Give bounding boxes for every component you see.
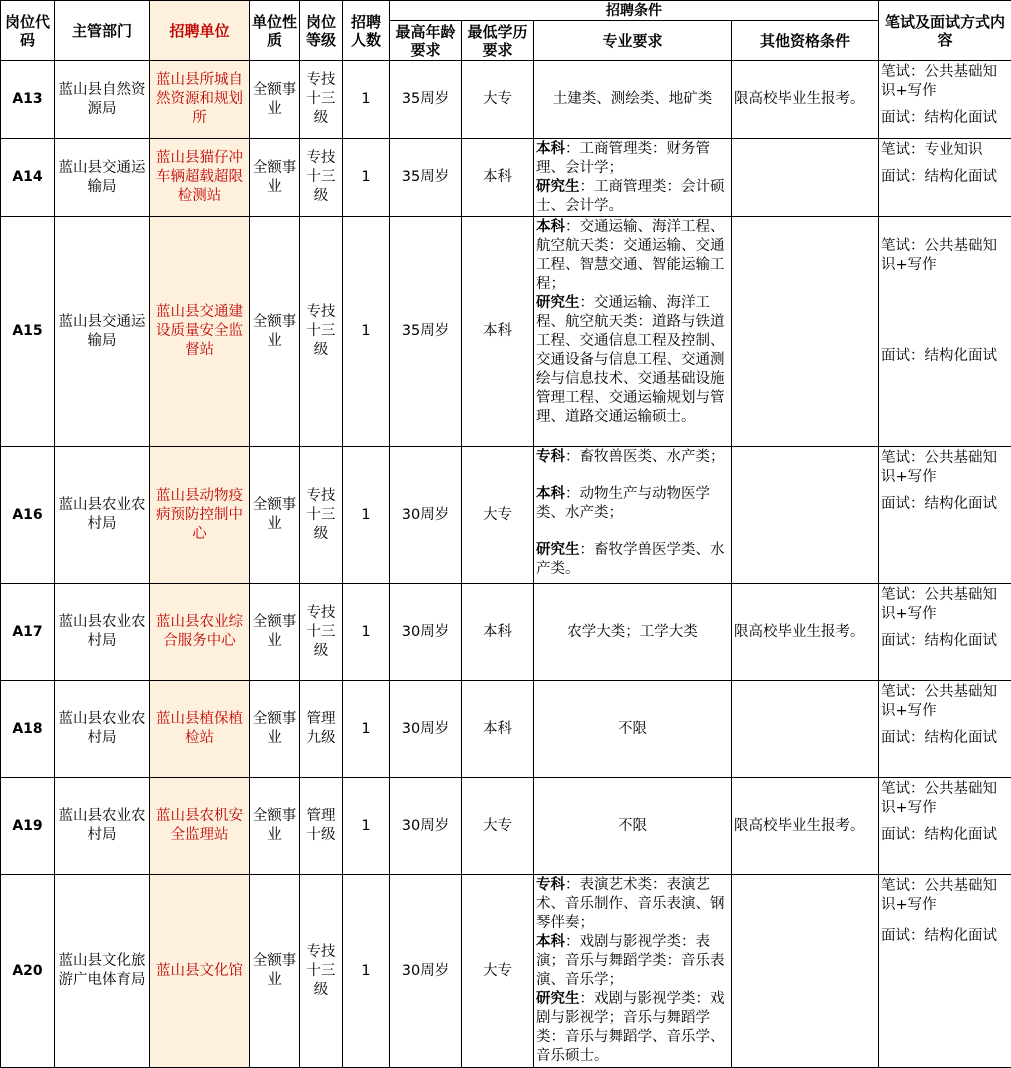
header-nature: 单位性质 bbox=[250, 1, 300, 61]
edu-cell: 大专 bbox=[462, 61, 534, 139]
exam-cell bbox=[879, 875, 1011, 1068]
edu-cell: 大专 bbox=[462, 778, 534, 875]
major-cell bbox=[534, 447, 732, 584]
major-text: ：戏剧与影视学类：戏剧与影视学；音乐与舞蹈学类：音乐与舞蹈学、音乐学、音乐硕士。 bbox=[536, 991, 725, 1064]
major-part bbox=[536, 140, 729, 178]
major-cell: 不限 bbox=[534, 681, 732, 778]
written-exam: 笔试：公共基础知识+写作 bbox=[881, 587, 997, 622]
age-cell: 30周岁 bbox=[390, 584, 462, 681]
written-exam: 笔试：公共基础知识+写作 bbox=[881, 238, 997, 273]
dept-cell: 蓝山县农业农村局 bbox=[55, 447, 150, 584]
major-part bbox=[536, 933, 729, 990]
major-part bbox=[536, 448, 729, 467]
count-cell: 1 bbox=[343, 584, 390, 681]
header-age: 最高年龄要求 bbox=[390, 21, 462, 61]
dept-cell: 蓝山县农业农村局 bbox=[55, 584, 150, 681]
major-text: ：工商管理类：财务管理、会计学； bbox=[536, 141, 710, 176]
count-cell: 1 bbox=[343, 217, 390, 447]
major-cell: 不限 bbox=[534, 778, 732, 875]
post-code: A16 bbox=[1, 447, 55, 584]
unit-cell: 蓝山县猫仔冲车辆超载超限检测站 bbox=[150, 139, 250, 217]
edu-cell: 本科 bbox=[462, 217, 534, 447]
major-cell bbox=[534, 875, 732, 1068]
other-cell: 限高校毕业生报考。 bbox=[732, 61, 879, 139]
dept-cell: 蓝山县自然资源局 bbox=[55, 61, 150, 139]
interview: 面试：结构化面试 bbox=[881, 496, 997, 512]
header-code: 岗位代码 bbox=[1, 1, 55, 61]
major-level-label: 研究生 bbox=[536, 991, 580, 1007]
other-cell bbox=[732, 681, 879, 778]
major-level-label: 本科 bbox=[536, 141, 565, 157]
header-exam: 笔试及面试方式内容 bbox=[879, 1, 1011, 61]
major-cell bbox=[534, 217, 732, 447]
major-part bbox=[536, 541, 729, 579]
nature-cell: 全额事业 bbox=[250, 217, 300, 447]
nature-cell: 全额事业 bbox=[250, 447, 300, 584]
major-text: ：动物生产与动物医学类、水产类； bbox=[536, 486, 710, 521]
major-part bbox=[536, 876, 729, 933]
written-exam: 笔试：公共基础知识+写作 bbox=[881, 878, 997, 913]
count-cell: 1 bbox=[343, 139, 390, 217]
level-cell: 专技十三级 bbox=[300, 139, 343, 217]
other-cell bbox=[732, 217, 879, 447]
post-code: A17 bbox=[1, 584, 55, 681]
edu-cell: 本科 bbox=[462, 681, 534, 778]
level-cell: 专技十三级 bbox=[300, 217, 343, 447]
major-text: ：交通运输、海洋工程、航空航天类：道路与铁道工程、交通信息工程及控制、交通设备与信息工程、交通测绘与信息技术、交通基础设施管理工程、交通运输规划与管理、道路交通运输硕士。 bbox=[536, 295, 725, 425]
header-conditions: 招聘条件 bbox=[390, 1, 879, 21]
post-code: A15 bbox=[1, 217, 55, 447]
table-row bbox=[1, 681, 1011, 778]
unit-cell: 蓝山县植保植检站 bbox=[150, 681, 250, 778]
major-cell bbox=[534, 139, 732, 217]
count-cell: 1 bbox=[343, 447, 390, 584]
major-text: ：戏剧与影视学类：表演；音乐与舞蹈学类：音乐表演、音乐学； bbox=[536, 934, 725, 988]
header-unit: 招聘单位 bbox=[150, 1, 250, 61]
table-body bbox=[1, 61, 1011, 1068]
major-level-label: 专科 bbox=[536, 877, 565, 893]
major-part bbox=[536, 178, 729, 216]
age-cell: 30周岁 bbox=[390, 447, 462, 584]
edu-cell: 大专 bbox=[462, 875, 534, 1068]
other-cell bbox=[732, 139, 879, 217]
count-cell: 1 bbox=[343, 61, 390, 139]
exam-cell bbox=[879, 681, 1011, 778]
dept-cell: 蓝山县交通运输局 bbox=[55, 217, 150, 447]
nature-cell: 全额事业 bbox=[250, 139, 300, 217]
major-cell: 农学大类；工学大类 bbox=[534, 584, 732, 681]
major-level-label: 本科 bbox=[536, 486, 565, 502]
interview: 面试：结构化面试 bbox=[881, 928, 997, 944]
table-row bbox=[1, 778, 1011, 875]
level-cell: 管理九级 bbox=[300, 681, 343, 778]
written-exam: 笔试：公共基础知识+写作 bbox=[881, 450, 997, 485]
other-cell: 限高校毕业生报考。 bbox=[732, 778, 879, 875]
interview: 面试：结构化面试 bbox=[881, 348, 997, 364]
age-cell: 35周岁 bbox=[390, 217, 462, 447]
unit-cell: 蓝山县文化馆 bbox=[150, 875, 250, 1068]
exam-cell bbox=[879, 61, 1011, 139]
major-text: ：交通运输、海洋工程、航空航天类：交通运输、交通工程、智慧交通、智能运输工程； bbox=[536, 219, 725, 292]
table-row bbox=[1, 61, 1011, 139]
unit-cell: 蓝山县农业综合服务中心 bbox=[150, 584, 250, 681]
major-text: ：畜牧学兽医学类、水产类。 bbox=[536, 542, 725, 577]
table-row bbox=[1, 139, 1011, 217]
level-cell: 专技十三级 bbox=[300, 875, 343, 1068]
count-cell: 1 bbox=[343, 681, 390, 778]
age-cell: 35周岁 bbox=[390, 61, 462, 139]
level-cell: 专技十三级 bbox=[300, 61, 343, 139]
table-row bbox=[1, 584, 1011, 681]
other-cell bbox=[732, 447, 879, 584]
age-cell: 30周岁 bbox=[390, 778, 462, 875]
interview: 面试：结构化面试 bbox=[881, 730, 997, 746]
written-exam: 笔试：专业知识 bbox=[881, 142, 983, 158]
major-part bbox=[536, 294, 729, 427]
other-cell bbox=[732, 875, 879, 1068]
edu-cell: 本科 bbox=[462, 139, 534, 217]
written-exam: 笔试：公共基础知识+写作 bbox=[881, 684, 997, 719]
table-row bbox=[1, 447, 1011, 584]
count-cell: 1 bbox=[343, 875, 390, 1068]
age-cell: 35周岁 bbox=[390, 139, 462, 217]
exam-cell bbox=[879, 778, 1011, 875]
header-major: 专业要求 bbox=[534, 21, 732, 61]
age-cell: 30周岁 bbox=[390, 681, 462, 778]
major-level-label: 研究生 bbox=[536, 179, 580, 195]
nature-cell: 全额事业 bbox=[250, 61, 300, 139]
major-level-label: 本科 bbox=[536, 219, 565, 235]
written-exam: 笔试：公共基础知识+写作 bbox=[881, 64, 997, 99]
interview: 面试：结构化面试 bbox=[881, 169, 997, 185]
age-cell: 30周岁 bbox=[390, 875, 462, 1068]
major-level-label: 专科 bbox=[536, 449, 565, 465]
major-level-label: 研究生 bbox=[536, 295, 580, 311]
post-code: A18 bbox=[1, 681, 55, 778]
major-text: ：工商管理类：会计硕士、会计学。 bbox=[536, 179, 725, 214]
unit-cell: 蓝山县交通建设质量安全监督站 bbox=[150, 217, 250, 447]
dept-cell: 蓝山县农业农村局 bbox=[55, 778, 150, 875]
level-cell: 专技十三级 bbox=[300, 584, 343, 681]
major-level-label: 研究生 bbox=[536, 542, 580, 558]
exam-cell bbox=[879, 217, 1011, 447]
post-code: A14 bbox=[1, 139, 55, 217]
unit-cell: 蓝山县所城自然资源和规划所 bbox=[150, 61, 250, 139]
header-dept: 主管部门 bbox=[55, 1, 150, 61]
major-text: ：表演艺术类：表演艺术、音乐制作、音乐表演、钢琴伴奏； bbox=[536, 877, 725, 931]
major-part bbox=[536, 485, 729, 523]
level-cell: 管理十级 bbox=[300, 778, 343, 875]
exam-cell bbox=[879, 139, 1011, 217]
unit-cell: 蓝山县动物疫病预防控制中心 bbox=[150, 447, 250, 584]
dept-cell: 蓝山县文化旅游广电体育局 bbox=[55, 875, 150, 1068]
other-cell: 限高校毕业生报考。 bbox=[732, 584, 879, 681]
table-row bbox=[1, 875, 1011, 1068]
header-count: 招聘人数 bbox=[343, 1, 390, 61]
interview: 面试：结构化面试 bbox=[881, 110, 997, 126]
edu-cell: 本科 bbox=[462, 584, 534, 681]
header-edu: 最低学历要求 bbox=[462, 21, 534, 61]
major-part bbox=[536, 218, 729, 294]
post-code: A20 bbox=[1, 875, 55, 1068]
major-cell: 土建类、测绘类、地矿类 bbox=[534, 61, 732, 139]
nature-cell: 全额事业 bbox=[250, 778, 300, 875]
level-cell: 专技十三级 bbox=[300, 447, 343, 584]
header-other: 其他资格条件 bbox=[732, 21, 879, 61]
post-code: A13 bbox=[1, 61, 55, 139]
unit-cell: 蓝山县农机安全监理站 bbox=[150, 778, 250, 875]
dept-cell: 蓝山县农业农村局 bbox=[55, 681, 150, 778]
nature-cell: 全额事业 bbox=[250, 875, 300, 1068]
nature-cell: 全额事业 bbox=[250, 681, 300, 778]
post-code: A19 bbox=[1, 778, 55, 875]
count-cell: 1 bbox=[343, 778, 390, 875]
interview: 面试：结构化面试 bbox=[881, 827, 997, 843]
dept-cell: 蓝山县交通运输局 bbox=[55, 139, 150, 217]
major-part bbox=[536, 990, 729, 1066]
major-text: ：畜牧兽医类、水产类； bbox=[565, 449, 725, 465]
table-row bbox=[1, 217, 1011, 447]
exam-cell bbox=[879, 584, 1011, 681]
major-level-label: 本科 bbox=[536, 934, 565, 950]
exam-cell bbox=[879, 447, 1011, 584]
nature-cell: 全额事业 bbox=[250, 584, 300, 681]
edu-cell: 大专 bbox=[462, 447, 534, 584]
interview: 面试：结构化面试 bbox=[881, 633, 997, 649]
header-level: 岗位等级 bbox=[300, 1, 343, 61]
written-exam: 笔试：公共基础知识+写作 bbox=[881, 781, 997, 816]
